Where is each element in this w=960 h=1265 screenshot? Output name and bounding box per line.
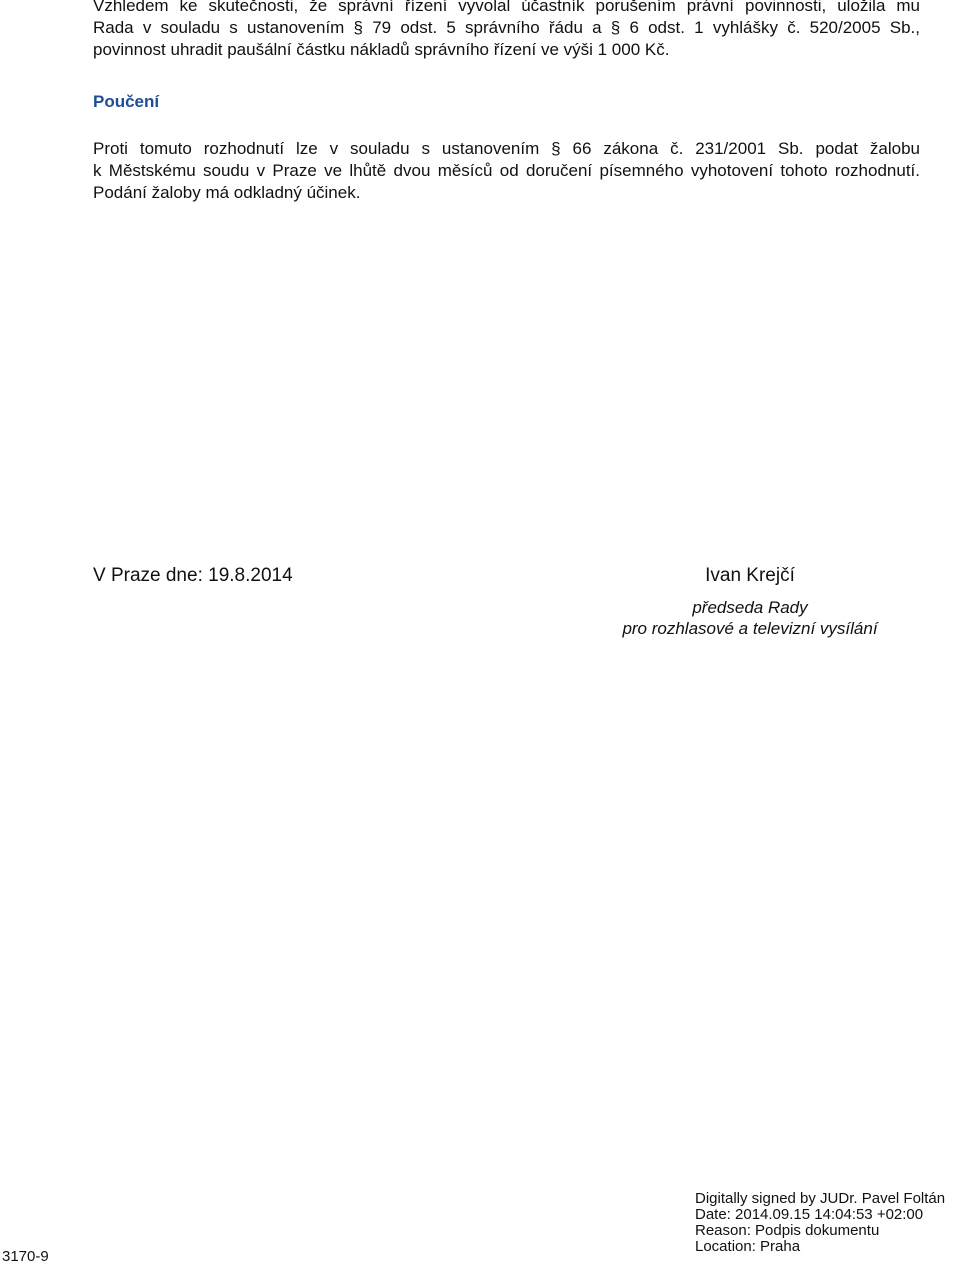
signatory-role-line: pro rozhlasové a televizní vysílání [622,619,878,638]
paragraph-line: Podání žaloby má odkladný účinek. [93,183,361,202]
appeal-instruction-paragraph [93,138,920,204]
paragraph-line: povinnost uhradit paušální částku nákladů správního řízení ve výši 1 000 Kč. [93,40,670,59]
paragraph-line: Rada v souladu s ustanovením § 79 odst. 5 správního řádu a § 6 odst. 1 vyhlášky č. 520/2005 Sb., [93,18,920,37]
paragraph-line: Proti tomuto rozhodnutí lze v souladu s ustanovením § 66 zákona č. 231/2001 Sb. podat žalobu [93,139,920,158]
paragraph-line: Vzhledem ke skutečnosti, že správní řízení vyvolal účastník porušením právní povinnosti, uložila mu [93,0,920,15]
cost-decision-paragraph [93,0,920,61]
place-and-date: V Praze dne: 19.8.2014 [93,565,293,586]
signatory-role-line: předseda Rady [692,598,808,617]
signatory-role [560,597,940,639]
digital-signature-block [695,1191,960,1255]
document-reference-number: 3170-9 [2,1248,49,1265]
signature-reason: Reason: Podpis dokumentu [695,1222,880,1239]
signature-signed-by: Digitally signed by JUDr. Pavel Foltán [695,1190,946,1207]
signature-date: Date: 2014.09.15 14:04:53 +02:00 [695,1206,924,1223]
signature-location: Location: Praha [695,1238,801,1255]
instruction-heading: Poučení [93,92,160,111]
signatory-name: Ivan Krejčí [705,565,795,586]
paragraph-line: k Městskému soudu v Praze ve lhůtě dvou měsíců od doručení písemného vyhotovení tohoto rozhodnutí. [93,161,920,180]
